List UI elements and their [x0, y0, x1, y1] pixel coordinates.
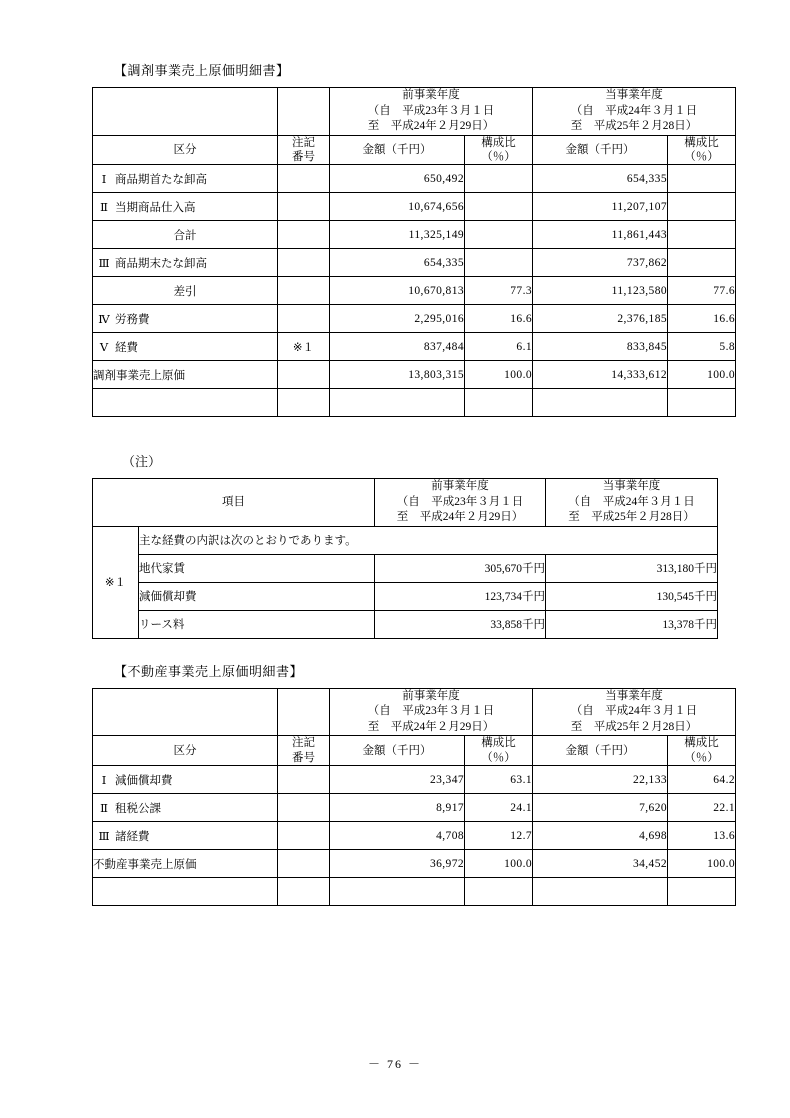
header-blank-cell	[93, 88, 278, 136]
row-prev-ratio	[465, 165, 533, 193]
note-item-prev: 33,858千円	[375, 610, 546, 638]
col-prev-ratio: 構成比 （％）	[465, 736, 533, 766]
row-prev-amount: 4,708	[330, 822, 465, 850]
col-cur-ratio: 構成比 （％）	[668, 135, 736, 165]
row-roman: Ⅰ	[101, 774, 107, 787]
header-prev-period	[330, 88, 533, 136]
row-roman: Ⅰ	[101, 173, 107, 186]
row-prev-amount: 8,917	[330, 794, 465, 822]
row-cur-amount: 14,333,612	[533, 361, 668, 389]
row-label-cell	[93, 305, 278, 333]
cur-period-title: 当事業年度	[605, 689, 663, 702]
spacer-cell	[533, 878, 668, 906]
col-prev-ratio: 構成比 （％）	[465, 135, 533, 165]
row-roman: Ⅲ	[98, 830, 110, 843]
header-cur-period	[533, 688, 736, 736]
note-prev-period	[375, 479, 546, 527]
row-cur-amount: 737,862	[533, 249, 668, 277]
prev-period-to: 至 平成24年２月29日）	[367, 120, 495, 133]
row-cur-amount: 34,452	[533, 850, 668, 878]
row-note	[278, 766, 330, 794]
section1-title: 【調剤事業売上原価明細書】	[114, 63, 290, 78]
note-item-label: リース料	[139, 610, 375, 638]
row-label: 当期商品仕入高	[115, 201, 196, 214]
row-roman: Ⅴ	[99, 341, 109, 354]
row-cur-ratio: 100.0	[668, 850, 736, 878]
note-prev-title: 前事業年度	[431, 480, 489, 493]
row-prev-ratio: 63.1	[465, 766, 533, 794]
table-header-columns-row	[93, 736, 736, 766]
row-cur-ratio: 77.6	[668, 277, 736, 305]
spacer-cell	[668, 878, 736, 906]
section1-table	[92, 87, 736, 417]
row-cur-ratio: 13.6	[668, 822, 736, 850]
section2-table	[92, 688, 736, 906]
note-cur-title: 当事業年度	[602, 480, 661, 493]
table-row	[93, 221, 736, 249]
row-label: 減価償却費	[115, 774, 173, 787]
note-item-prev: 123,734千円	[375, 582, 546, 610]
note-item-cur: 13,378千円	[546, 610, 718, 638]
row-roman: Ⅱ	[100, 802, 108, 815]
row-cur-amount: 2,376,185	[533, 305, 668, 333]
row-cur-ratio: 22.1	[668, 794, 736, 822]
row-prev-ratio	[465, 193, 533, 221]
row-prev-amount: 36,972	[330, 850, 465, 878]
note-mark: ※１	[93, 526, 139, 638]
row-note	[278, 850, 330, 878]
row-note	[278, 277, 330, 305]
note-col-item-label: 項目	[222, 495, 245, 508]
row-cur-amount: 11,123,580	[533, 277, 668, 305]
row-prev-ratio	[465, 221, 533, 249]
row-roman: Ⅲ	[98, 257, 110, 270]
col-note-number: 注記 番号	[278, 736, 330, 766]
spacer	[70, 639, 720, 661]
table-row	[93, 333, 736, 361]
prev-period-to: 至 平成24年２月29日）	[367, 720, 495, 733]
row-prev-amount: 650,492	[330, 165, 465, 193]
cur-period-title: 当事業年度	[605, 89, 663, 101]
note-table	[92, 478, 718, 639]
row-label: 差引	[93, 277, 278, 305]
table-row	[93, 361, 736, 389]
row-prev-amount: 23,347	[330, 766, 465, 794]
row-label-cell	[93, 165, 278, 193]
note-item-cur: 130,545千円	[546, 582, 718, 610]
row-label: 諸経費	[115, 830, 150, 843]
table-row	[93, 249, 736, 277]
row-cur-ratio: 64.2	[668, 766, 736, 794]
table-header-period-row	[93, 88, 736, 136]
row-roman: Ⅳ	[98, 313, 110, 326]
row-prev-ratio: 77.3	[465, 277, 533, 305]
table-row	[93, 794, 736, 822]
row-cur-ratio: 5.8	[668, 333, 736, 361]
spacer-cell	[278, 389, 330, 417]
row-cur-amount: 11,207,107	[533, 193, 668, 221]
col-division: 区分	[93, 736, 278, 766]
row-note	[278, 361, 330, 389]
prev-period-from: （自 平成23年３月１日	[367, 104, 495, 117]
spacer-cell	[465, 389, 533, 417]
col-prev-amount: 金額（千円）	[330, 736, 465, 766]
header-blank-cell-2	[278, 88, 330, 136]
spacer-cell	[465, 878, 533, 906]
cur-period-from: （自 平成24年３月１日	[570, 705, 698, 718]
row-label-cell	[93, 333, 278, 361]
spacer-cell	[668, 389, 736, 417]
row-prev-ratio	[465, 249, 533, 277]
cur-period-from: （自 平成24年３月１日	[570, 104, 698, 117]
note-item-prev: 305,670千円	[375, 554, 546, 582]
note-row	[93, 610, 718, 638]
col-cur-amount: 金額（千円）	[533, 736, 668, 766]
table-row	[93, 193, 736, 221]
row-label: 経費	[115, 341, 138, 354]
row-label: 調剤事業売上原価	[93, 361, 278, 389]
row-note	[278, 822, 330, 850]
section-chouzai	[92, 60, 735, 417]
table-header-columns-row	[93, 135, 736, 165]
note-label: （注）	[122, 454, 162, 470]
row-label: 不動産事業売上原価	[93, 850, 278, 878]
row-prev-ratio: 24.1	[465, 794, 533, 822]
row-cur-ratio	[668, 165, 736, 193]
row-label: 租税公課	[115, 802, 161, 815]
note-cur-period	[546, 479, 718, 527]
row-prev-amount: 654,335	[330, 249, 465, 277]
row-prev-ratio: 12.7	[465, 822, 533, 850]
spacer-cell	[278, 878, 330, 906]
row-note	[278, 221, 330, 249]
section2-title: 【不動産事業売上原価明細書】	[114, 663, 304, 679]
row-roman: Ⅱ	[100, 201, 108, 214]
row-cur-ratio	[668, 249, 736, 277]
row-prev-amount: 10,674,656	[330, 193, 465, 221]
note-prev-to: 至 平成24年２月29日）	[396, 511, 524, 524]
table-row	[93, 165, 736, 193]
col-note-number: 注記 番号	[278, 135, 330, 165]
spacer-cell	[330, 389, 465, 417]
row-cur-amount: 833,845	[533, 333, 668, 361]
note-header-row	[93, 479, 718, 527]
spacer-cell	[330, 878, 465, 906]
spacer-cell	[93, 878, 278, 906]
row-cur-amount: 7,620	[533, 794, 668, 822]
note-item-label: 地代家賃	[139, 554, 375, 582]
row-label: 商品期首たな卸高	[115, 173, 207, 186]
table-spacer-row	[93, 878, 736, 906]
note-prev-from: （自 平成23年３月１日	[396, 495, 524, 508]
row-prev-ratio: 100.0	[465, 361, 533, 389]
spacer-cell	[93, 389, 278, 417]
col-prev-amount: 金額（千円）	[330, 135, 465, 165]
section-note	[92, 451, 720, 639]
row-prev-amount: 10,670,813	[330, 277, 465, 305]
table-header-period-row	[93, 688, 736, 736]
row-cur-amount: 22,133	[533, 766, 668, 794]
row-note	[278, 249, 330, 277]
prev-period-title: 前事業年度	[402, 689, 460, 702]
row-cur-amount: 11,861,443	[533, 221, 668, 249]
row-prev-ratio: 6.1	[465, 333, 533, 361]
note-col-item	[93, 479, 375, 527]
row-prev-amount: 11,325,149	[330, 221, 465, 249]
row-note	[278, 794, 330, 822]
row-cur-ratio: 16.6	[668, 305, 736, 333]
row-cur-ratio	[668, 193, 736, 221]
table-spacer-row	[93, 389, 736, 417]
section-fudousan	[92, 661, 735, 906]
spacer	[70, 417, 720, 451]
note-cur-from: （自 平成24年３月１日	[568, 495, 695, 508]
row-label: 合計	[93, 221, 278, 249]
row-prev-amount: 13,803,315	[330, 361, 465, 389]
row-cur-ratio	[668, 221, 736, 249]
cur-period-to: 至 平成25年２月28日）	[570, 120, 698, 133]
note-item-cur: 313,180千円	[546, 554, 718, 582]
col-division: 区分	[93, 135, 278, 165]
row-label-cell	[93, 193, 278, 221]
row-label-cell	[93, 249, 278, 277]
note-description: 主な経費の内訳は次のとおりであります。	[139, 526, 718, 554]
prev-period-title: 前事業年度	[402, 89, 460, 101]
spacer-cell	[533, 389, 668, 417]
row-label: 商品期末たな卸高	[115, 257, 207, 270]
table-row	[93, 305, 736, 333]
row-prev-amount: 2,295,016	[330, 305, 465, 333]
table-row	[93, 766, 736, 794]
row-label-cell	[93, 822, 278, 850]
row-note	[278, 165, 330, 193]
row-prev-amount: 837,484	[330, 333, 465, 361]
row-label-cell	[93, 794, 278, 822]
header-prev-period	[330, 688, 533, 736]
col-cur-ratio: 構成比 （％）	[668, 736, 736, 766]
row-note	[278, 305, 330, 333]
note-row	[93, 582, 718, 610]
row-note	[278, 193, 330, 221]
row-note: ※１	[278, 333, 330, 361]
note-description-row	[93, 526, 718, 554]
note-row	[93, 554, 718, 582]
cur-period-to: 至 平成25年２月28日）	[570, 720, 698, 733]
row-cur-amount: 4,698	[533, 822, 668, 850]
note-cur-to: 至 平成25年２月28日）	[568, 511, 695, 524]
header-cur-period	[533, 88, 736, 136]
page-number: － 76 －	[367, 1057, 422, 1071]
row-label-cell	[93, 766, 278, 794]
prev-period-from: （自 平成23年３月１日	[367, 705, 495, 718]
row-cur-ratio: 100.0	[668, 361, 736, 389]
header-blank-cell-2	[278, 688, 330, 736]
col-cur-amount: 金額（千円）	[533, 135, 668, 165]
row-prev-ratio: 100.0	[465, 850, 533, 878]
row-label: 労務費	[115, 313, 150, 326]
table-row	[93, 277, 736, 305]
header-blank-cell	[93, 688, 278, 736]
table-row	[93, 850, 736, 878]
note-item-label: 減価償却費	[139, 582, 375, 610]
row-prev-ratio: 16.6	[465, 305, 533, 333]
row-cur-amount: 654,335	[533, 165, 668, 193]
table-row	[93, 822, 736, 850]
